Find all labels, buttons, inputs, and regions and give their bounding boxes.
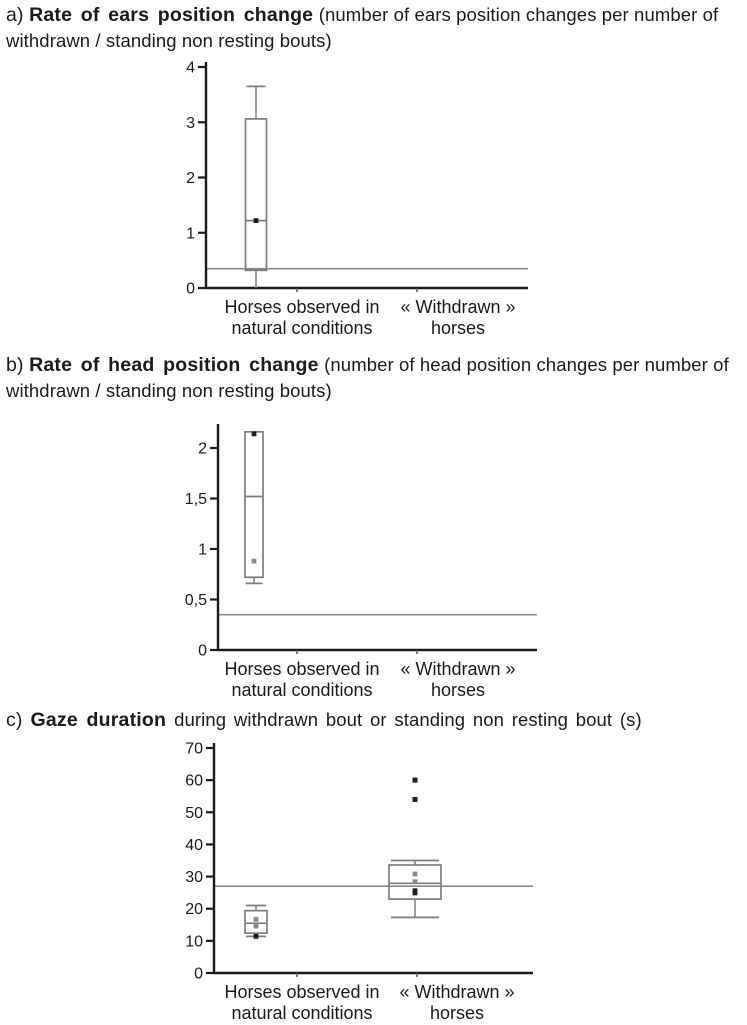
category-label: Horses observed in <box>224 982 380 1002</box>
boxplot-chart-head-position <box>0 406 747 708</box>
data-point-marker <box>254 924 259 929</box>
box <box>245 432 263 577</box>
outlier-marker <box>413 797 418 802</box>
category-label: Horses observed in <box>224 297 380 317</box>
data-point-marker <box>254 917 259 922</box>
boxplot-chart-ears-position <box>0 52 747 352</box>
y-tick-label: 1,5 <box>184 491 207 508</box>
figure-a-title-bold: Rate of ears position change <box>29 4 314 26</box>
category-label: natural conditions <box>231 318 373 338</box>
category-label: natural conditions <box>231 680 373 700</box>
y-tick-label: 0 <box>198 642 207 660</box>
category-label: horses <box>430 318 486 338</box>
figure-c-subtitle: during withdrawn bout or standing non resting bout (s) <box>174 709 642 730</box>
data-point-marker <box>413 891 418 896</box>
outlier-marker <box>413 778 418 783</box>
data-point-marker <box>254 218 259 223</box>
category-label: Horses observed in <box>224 659 380 679</box>
figure-b-prefix: b) <box>6 354 24 376</box>
y-tick-label: 50 <box>185 804 203 822</box>
data-point-marker <box>413 872 418 877</box>
y-tick-label: 0 <box>186 280 195 298</box>
figure-b-title <box>0 352 747 404</box>
box <box>246 119 267 270</box>
data-point-marker <box>413 879 418 884</box>
figure-c-title-bold: Gaze duration <box>30 709 167 731</box>
y-tick-label: 10 <box>185 933 203 951</box>
figure-b-subtitle: (number of head position changes per number of withdrawn / standing non resting bouts) <box>6 354 729 401</box>
y-tick-label: 20 <box>185 901 203 919</box>
category-label: « Withdrawn » <box>399 982 515 1002</box>
y-tick-label: 2 <box>186 170 195 187</box>
y-tick-label: 70 <box>185 740 203 758</box>
y-tick-label: 0,5 <box>184 592 207 609</box>
category-label: natural conditions <box>231 1003 373 1023</box>
y-tick-label: 1 <box>186 225 195 243</box>
y-tick-label: 1 <box>198 541 207 559</box>
figure-a-prefix: a) <box>6 4 24 26</box>
y-tick-label: 2 <box>198 440 207 458</box>
category-label: « Withdrawn » <box>400 297 516 317</box>
figure-b-title-bold: Rate of head position change <box>29 354 319 376</box>
figure-c-title <box>0 707 747 733</box>
boxplot-chart-gaze-duration <box>0 733 747 1025</box>
category-label: horses <box>429 1003 485 1023</box>
data-point-marker <box>252 559 257 564</box>
y-tick-label: 40 <box>185 836 203 854</box>
box <box>245 911 267 934</box>
y-tick-label: 0 <box>194 965 203 983</box>
y-tick-label: 30 <box>185 869 203 887</box>
figure-a-title <box>0 2 747 54</box>
y-tick-label: 3 <box>186 114 195 132</box>
data-point-marker <box>252 431 257 436</box>
y-tick-label: 60 <box>185 772 203 790</box>
data-point-marker <box>254 934 259 939</box>
figure-c-prefix: c) <box>6 709 23 731</box>
category-label: « Withdrawn » <box>400 659 516 679</box>
y-tick-label: 4 <box>186 59 195 77</box>
category-label: horses <box>430 680 486 700</box>
figure-a-subtitle: (number of ears position changes per number of withdrawn / standing non resting bouts) <box>6 4 719 51</box>
